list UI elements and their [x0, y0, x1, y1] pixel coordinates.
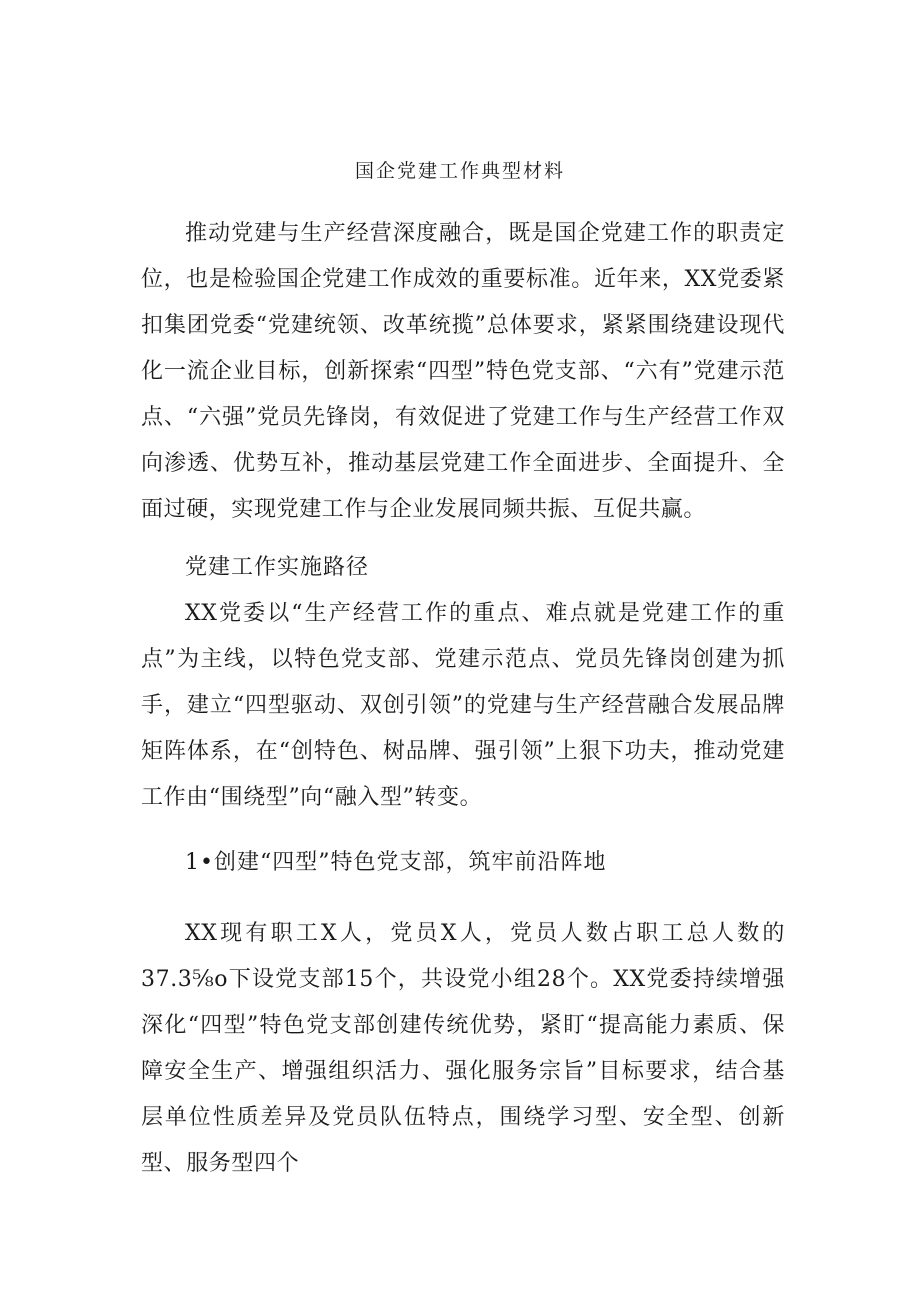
intro-paragraph: 推动党建与生产经营深度融合，既是国企党建工作的职责定位，也是检验国企党建工作成效的重要标准。近年来，XX党委紧扣集团党委“党建统领、改革统揽”总体要求，紧紧围绕建设现代化一流企业目标，创新探索“四型”特色党支部、“六有”党建示范点、“六强”党员先锋岗，有效促进了党建工作与生产经营工作双向渗透、优势互补，推动基层党建工作全面进步、全面提升、全面过硬，实现党建工作与企业发展同频共振、互促共赢。 [141, 221, 785, 522]
section-heading: 党建工作实施路径 [185, 555, 370, 580]
subsection-heading: 1•创建“四型”特色党支部，筑牢前沿阵地 [185, 850, 607, 875]
section-paragraph: XX党委以“生产经营工作的重点、难点就是党建工作的重点”为主线，以特色党支部、党建示范点、党员先锋岗创建为抓手，建立“四型驱动、双创引领”的党建与生产经营融合发展品牌矩阵体系，在“创特色、树品牌、强引领”上狠下功夫，推动党建工作由“围绕型”向“融入型”转变。 [141, 601, 785, 810]
subsection-paragraph: XX现有职工X人，党员X人，党员人数占职工总人数的37.3⅝o下设党支部15个，共设党小组28个。XX党委持续增强深化“四型”特色党支部创建传统优势，紧盯“提高能力素质、保障安全生产、增强组织活力、强化服务宗旨”目标要求，结合基层单位性质差异及党员队伍特点，围绕学习型、安全型、创新型、服务型四个 [141, 921, 785, 1176]
document-title: 国企党建工作典型材料 [354, 160, 565, 182]
